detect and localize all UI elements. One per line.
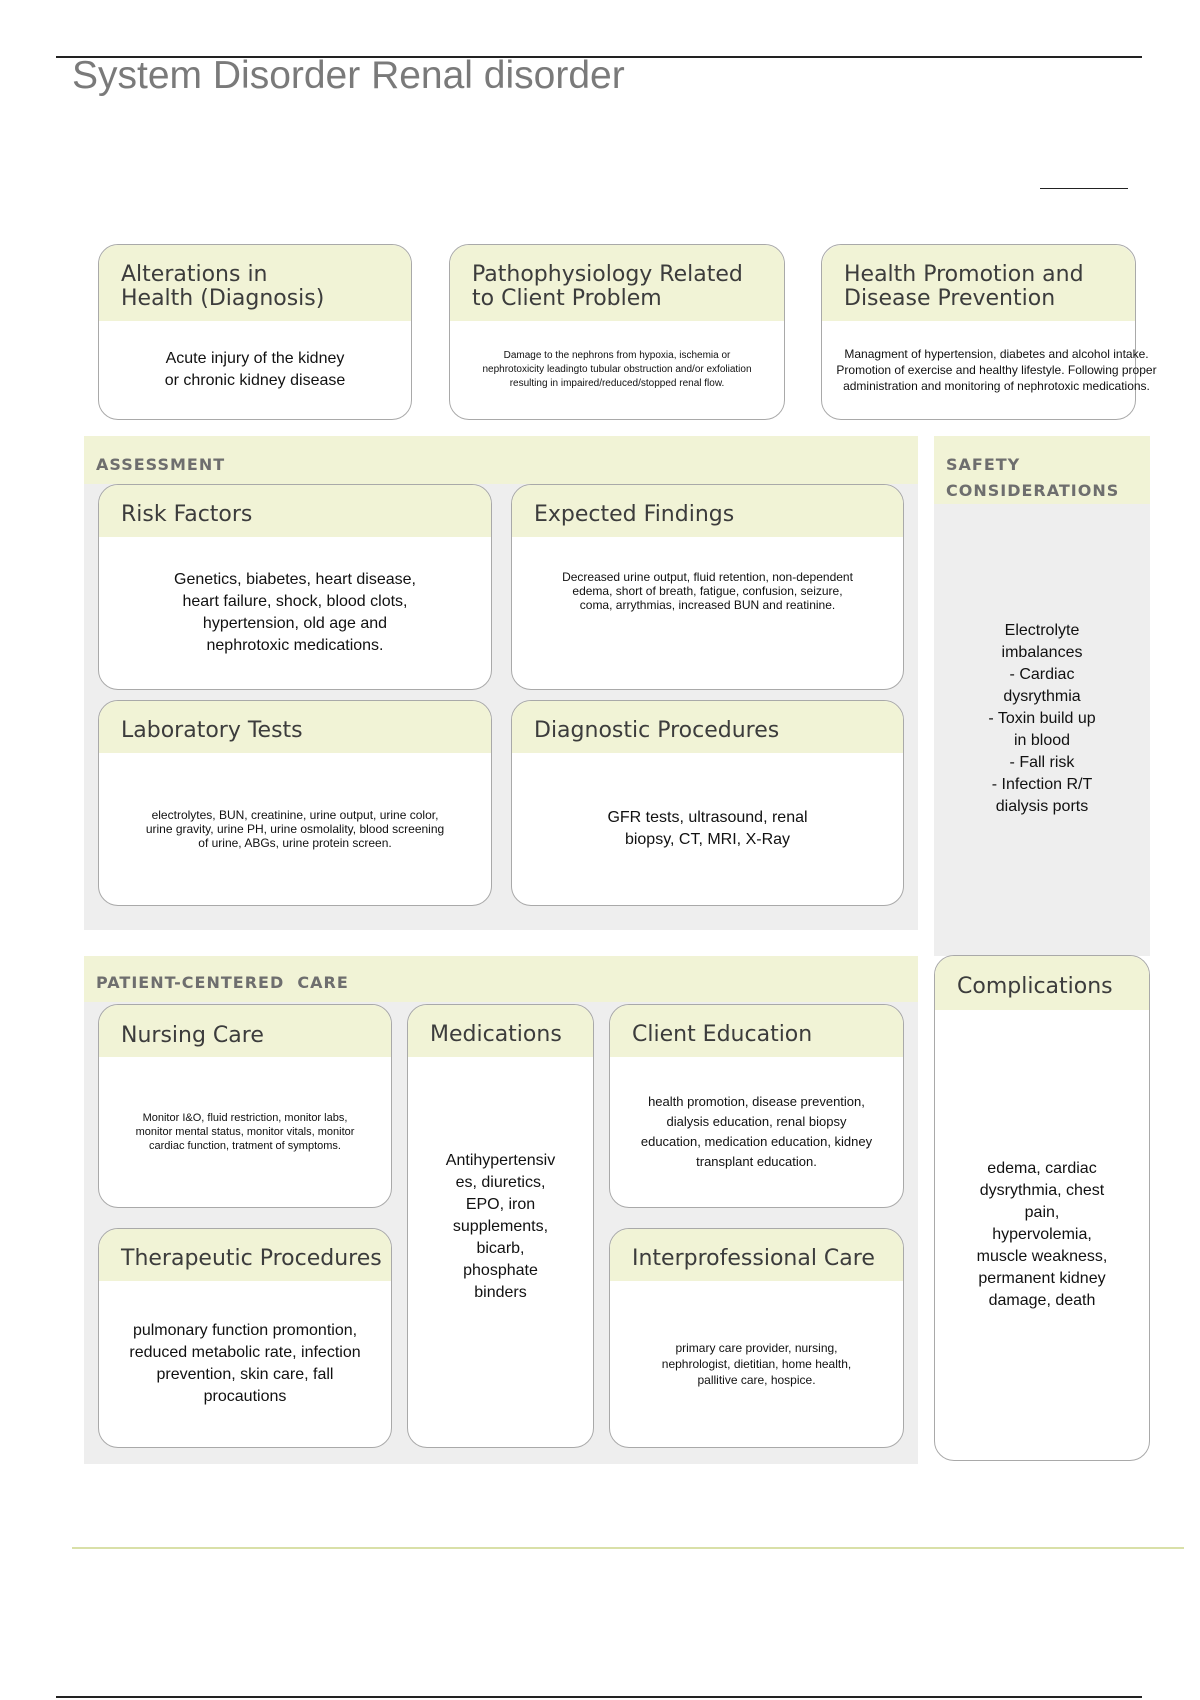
therapeutic-procedures-card	[98, 1228, 392, 1448]
health-promotion-heading: Health Promotion and Disease Prevention	[822, 245, 1135, 321]
laboratory-tests-card	[98, 700, 492, 906]
risk-factors-heading: Risk Factors	[99, 485, 491, 537]
client-education-card	[609, 1004, 904, 1208]
diagnostic-procedures-card	[511, 700, 904, 906]
client-education-heading: Client Education	[610, 1005, 903, 1057]
patient-care-label: PATIENT-CENTERED CARE	[84, 956, 918, 1002]
alterations-text: Acute injury of the kidney or chronic kidney disease	[164, 350, 346, 389]
interprofessional-care-heading: Interprofessional Care	[610, 1229, 903, 1281]
risk-factors-text: Genetics, biabetes, heart disease, heart failure, shock, blood clots, hypertension, old age and nephrotoxic medications.	[174, 571, 416, 654]
health-promotion-card	[821, 244, 1157, 420]
interprofessional-care-text: primary care provider, nursing, nephrologist, dietitian, home health, pallitive care, hospice.	[661, 1341, 852, 1387]
assessment-label: ASSESSMENT	[84, 436, 918, 484]
bottom-rule	[56, 1696, 1142, 1698]
laboratory-tests-text: electrolytes, BUN, creatinine, urine output, urine color, urine gravity, urine PH, urine osmolality, blood screening of urine, ABGs, urine protein screen.	[145, 808, 445, 850]
complications-heading: Complications	[935, 956, 1149, 1010]
therapeutic-procedures-heading: Therapeutic Procedures	[99, 1229, 391, 1281]
page-title: System Disorder Renal disorder	[72, 54, 625, 97]
complications-card	[934, 955, 1150, 1461]
pathophysiology-heading: Pathophysiology Related to Client Problem	[450, 245, 784, 321]
safety-text: Electrolyte imbalances - Cardiac dysrythmia - Toxin build up in blood - Fall risk - Infection R/T dialysis ports	[988, 622, 1096, 815]
nursing-care-heading: Nursing Care	[99, 1005, 391, 1057]
alterations-card	[98, 244, 412, 420]
diagnostic-procedures-text: GFR tests, ultrasound, renal biopsy, CT, MRI, X-Ray	[607, 809, 808, 848]
medications-card	[407, 1004, 594, 1448]
interprofessional-care-card	[609, 1228, 904, 1448]
health-promotion-text: Managment of hypertension, diabetes and alcohol intake. Promotion of exercise and healthy lifestyle. Following proper administration and monitoring of nephrotoxic medications.	[836, 347, 1157, 393]
risk-factors-card	[98, 484, 492, 690]
pathophysiology-text: Damage to the nephrons from hypoxia, ischemia or nephrotoxicity leadingto tubular obstruction and/or exfoliation resulting in impaired/reduced/stopped renal flow.	[482, 350, 752, 389]
name-blank-line	[1040, 188, 1128, 189]
alterations-heading: Alterations in Health (Diagnosis)	[99, 245, 411, 321]
nursing-care-card	[98, 1004, 392, 1208]
diagnostic-procedures-heading: Diagnostic Procedures	[512, 701, 903, 753]
expected-findings-heading: Expected Findings	[512, 485, 903, 537]
pathophysiology-card	[449, 244, 785, 420]
expected-findings-text: Decreased urine output, fluid retention, non-dependent edema, short of breath, fatigue, confusion, seizure, coma, arrythmias, increased BUN and reatinine.	[562, 570, 853, 612]
therapeutic-procedures-text: pulmonary function promontion, reduced metabolic rate, infection prevention, skin care, fall procautions	[129, 1322, 361, 1405]
safety-label: SAFETY CONSIDERATIONS	[934, 436, 1150, 504]
nursing-care-text: Monitor I&O, fluid restriction, monitor labs, monitor mental status, monitor vitals, monitor cardiac function, tratment of symptoms.	[135, 1112, 355, 1152]
complications-text: edema, cardiac dysrythmia, chest pain, hypervolemia, muscle weakness, permanent kidney damage, death	[976, 1160, 1108, 1309]
medications-heading: Medications	[408, 1005, 593, 1057]
footer-accent-line	[72, 1547, 1184, 1549]
laboratory-tests-heading: Laboratory Tests	[99, 701, 491, 753]
expected-findings-card	[511, 484, 904, 690]
client-education-text: health promotion, disease prevention, dialysis education, renal biopsy education, medication education, kidney transplant education.	[640, 1094, 873, 1169]
medications-text: Antihypertensiv es, diuretics, EPO, iron supplements, bicarb, phosphate binders	[445, 1152, 556, 1301]
